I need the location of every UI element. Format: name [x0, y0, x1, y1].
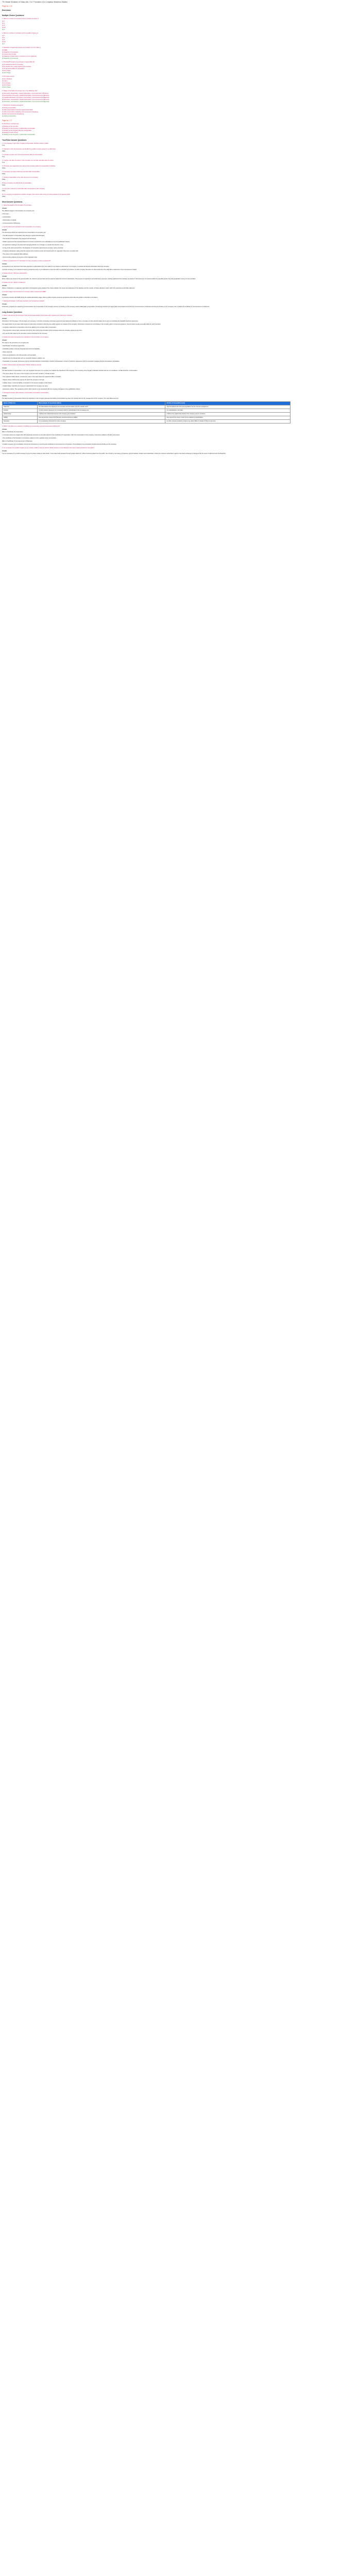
question: 4. Explain the term 'Minimum Subscription'.: [2, 273, 28, 274]
mcq-question: 8. Preliminary Contracts are:: [2, 123, 19, 125]
short-answer-list: [2, 205, 352, 308]
tf-answer: False: [2, 190, 6, 192]
mcq-option: (c) A company: [2, 82, 11, 84]
answer-paragraph: The different stages in the formation of a company are:: [2, 210, 35, 212]
mcq-answer: (d) All of these: [2, 87, 11, 88]
exercises-heading: Exercises: [2, 9, 11, 11]
answer-paragraph: • Any secret profit made by the promoters must be disclosed to the company.: [2, 333, 48, 334]
mcq-option: (b) 2: [2, 37, 5, 39]
answer-paragraph: • A public company can immediately commence its business on receiving the certificate of commencement of business. Once obtained, the provisional contracts become binding on the company.: [2, 444, 117, 445]
answer-paragraph: • The Articles of Association duly stamped and witnessed.: [2, 238, 37, 240]
table-cell: It defines the relationship between the company and outsiders.: [38, 413, 165, 416]
answer-paragraph: • Written approval of the proposed directors to function as directors and undertaking to buy the qualification shares.: [2, 241, 70, 243]
tf-answer: True: [2, 145, 5, 146]
mcq-option: (a) SEBI: [2, 49, 7, 51]
question: 1. What is the need for the promotion? Discuss the legal position of promoters with respect to the preliminary contracts.: [2, 315, 73, 316]
table-row: [3, 405, 291, 409]
tf-question: 10. If a company is registered in another company but it cannot raise money by issuing shares to the general public.: [2, 194, 71, 195]
tf-question: 7. Articles of Association is the main document of a company.: [2, 177, 39, 178]
mcq-heading: Multiple Choice Questions: [2, 14, 24, 16]
answer-paragraph: • Capital clause: Specifies the maximum capital which the company can raise.: [2, 385, 48, 387]
tf-answer: False: [2, 150, 6, 152]
answer-paragraph: A prospectus is any document that invites deposits or subscriptions from the public for any shares or debentures of a company. It contains all relevant information about the company.: [2, 266, 110, 267]
mcq-option: (d) All of these: [2, 84, 11, 86]
tf-answer: False: [2, 173, 6, 175]
answer-paragraph: The Memorandum of Association is the most important document of a company as it defines the objectives of the company. The company cannot legally undertake activities that are not contained in its Memorandum of Association.: [2, 370, 138, 371]
answer-paragraph: • The notice of the registered office address.: [2, 253, 28, 255]
mcq-question: 4. Promoter/Promoters of a company is responsible for:: [2, 61, 35, 63]
tf-answer: False: [2, 179, 6, 180]
answer-paragraph: • Appointment of professionals such as mercantile bankers, auditors, etc.: [2, 358, 45, 359]
mcq-list: [2, 18, 352, 117]
tf-answer: True: [2, 162, 5, 163]
answer-paragraph: • A statutory declaration stating that the requirements of all documents and requirements for registration have been complied with.: [2, 250, 79, 252]
table-cell: A public company limited by shares may adopt Table F instead of filing its own AoA.: [165, 420, 291, 423]
table-cell: Acts beyond the scope of the MoA are void and cannot be ratified.: [38, 416, 165, 420]
answer-paragraph: • Subscription of capital: [2, 219, 16, 221]
answer-paragraph: • Contracts made before incorporation cannot be ratified by the company after incorporation.: [2, 327, 57, 328]
mcq-item: [2, 105, 352, 117]
answer-paragraph: • The registered office clause: Contains the name of the state where the registered office is situated.: [2, 376, 61, 378]
answer-label: Answer: [2, 340, 7, 341]
mcq-option: (c) binding on the company after the incorporation: [2, 130, 32, 131]
answer-paragraph: • Objects clause: Defines the purpose for which the company is formed.: [2, 379, 45, 381]
answer-paragraph: • An agreement relating to the proposed managing director or a manager or a whole-time director, if any.: [2, 244, 64, 246]
mcq-answer: (d) Promotion, Incorporation, Capital Subscription, Commencement of Business: [2, 101, 49, 103]
table-cell: It is subordinate to the MoA.: [165, 409, 291, 413]
answer-paragraph: It is not necessary for a public company to go to the share market to raise funds. It may raise funds privately through private placement. When funds are raised from the public, the company must issue a prospectus, appoint bankers, brokers and underwriters, obtain the minimum subscription, apply to the stock exchange for listing and file the return of allotment with the Registrar.: [2, 453, 226, 454]
question: 4. Distinguish between Memorandum of Association and Articles of Association.: [2, 392, 49, 394]
question: 1. Name the stages in the formation of a company.: [2, 205, 32, 206]
mcq-option: (a) An individual: [2, 78, 12, 80]
mcq-option: (d) All of these: [2, 70, 11, 72]
answer-paragraph: • Name approval: [2, 351, 12, 353]
true-false-list: [2, 143, 352, 198]
mcq-option: (d) 20: [2, 41, 6, 43]
answer-paragraph: • Fixing up signatories to the Memorandum of Association: [2, 354, 37, 356]
table-header: Memorandum of Association (MoA): [38, 402, 165, 405]
mcq-option: (b) binding on the company, if ratified after incorporation: [2, 128, 36, 129]
table-cell: It defines the relationship between the company and its members.: [165, 413, 291, 416]
question: 3. What is a prospectus? Is it necessary for every company to issue a prospectus?: [2, 260, 51, 262]
question: 6. Is it necessary for a public company to go to share market to issue its shares? What process is to be followed in the case of raising funds from the public?: [2, 447, 94, 449]
mcq-question: 1. Minimum number of members to form a private company is:: [2, 18, 39, 20]
question: 3. What is Memorandum of Association? Briefly explain its clauses.: [2, 364, 42, 366]
mcq-option: (a) before incorporation: [2, 107, 16, 109]
table-row: [3, 409, 291, 413]
mcq-option: (a) binding on the promoter: [2, 126, 19, 127]
mcq-question: 2. Minimum number of members to form a public company is:: [2, 32, 39, 34]
answer-paragraph: • Feasibility studies: technical, financial and economic feasibility: [2, 348, 40, 350]
answer-paragraph: Return of allotment is a statement submitted to the Registrar giving details of the shares allotted, the names and addresses of the allottees and the number of shares allotted to each, within the prescribed period after allotment.: [2, 287, 135, 289]
mcq-option: (b) Registrar of Companies: [2, 52, 19, 53]
answer-paragraph: • Incorporation: [2, 216, 11, 218]
comparison-table: [2, 401, 291, 423]
answer-paragraph: Promotion is the first stage in the formation of a company. It involves conceiving a business opportunity and taking the initiative to form a company so that practical shape can be given to exploiting the available business opportunity.: [2, 320, 139, 322]
page-number: Page No: 177: [2, 120, 12, 122]
mcq-option: (a) 7: [2, 21, 5, 22]
table-cell: Objective: [3, 405, 38, 409]
mcq-answer: (b) binding on the company, if ratified after incorporation: [2, 134, 36, 135]
question: 2. Explain the steps that need to be undertaken in the promotion of a company.: [2, 336, 49, 338]
mcq-option: (d) Promotion, Incorporation, Capital Subscription, Commencement of Business: [2, 99, 49, 100]
question: 2. List the documents required for the incorporation of a company.: [2, 226, 41, 228]
tf-answer: False: [2, 167, 6, 169]
table-row: [3, 420, 291, 423]
tf-question: 8. Every company must file Articles of Association.: [2, 182, 32, 184]
document-title: TS Grewal Solutions of Class 11th, Ch-7 Formation of a Company/ Business Studies: [2, 1, 67, 3]
tf-heading: True/False Answer Questions: [2, 139, 27, 141]
table-header: Articles of Association (AoA): [165, 402, 291, 405]
mcq-option: (a) Promotion, Registration, Capital Subscription, Commencement of Business: [2, 93, 49, 94]
answer-paragraph: • Identification of business opportunity: [2, 345, 25, 347]
question: 7. Distinguish between 'preliminary contracts' and 'provisional contracts'.: [2, 300, 45, 302]
answer-paragraph: When shares are issued to the general public, the minimum amount that must be raised is called the minimum subscription. This amount is required to meet preliminary expenses, working capital and the purchase of property. If this amount is not received within the specified period, the entire application money is to be refunded.: [2, 278, 196, 280]
answer-paragraph: Preliminary contracts are signed by promoters before the incorporation of the company and are not binding on the company unless ratified after incorporation. Provisional contracts are signed after incorporation but before the commencement of business and become binding on the company once it obtains the certificate of commencement of business.: [2, 306, 210, 308]
table-cell: The AoA defines the rules and regulations for the internal management.: [165, 405, 291, 409]
mcq-option: (d) binding on both of them: [2, 132, 19, 133]
mcq-item: [2, 32, 352, 45]
long-answer-heading: Long Answer Questions: [2, 311, 22, 313]
mcq-list: [2, 123, 352, 136]
answer-paragraph: • Liability clause: Limits the liability of members to the amount unpaid on their shares.: [2, 382, 53, 384]
answer-label: Answer: [2, 367, 7, 369]
mcq-item: [2, 123, 352, 136]
mcq-answer: (a) 7: [2, 43, 5, 45]
mcq-option: (c) after incorporation but before commencement of business: [2, 111, 39, 113]
answer-paragraph: A company interacts with SEBI during the capital subscription stage, when a public company issues its prospectus and invites the public to subscribe to its shares.: [2, 297, 98, 298]
answer-paragraph: • Commencement of Business: [2, 223, 20, 224]
tf-question: 4. A person can take promotion in the promotion of a company and also take promotion.: [2, 160, 54, 161]
answer-paragraph: • A company becomes a legal entity with perpetual succession on the date printed on the Certificate of Incorporation. After the incorporation of the company, it becomes entitled to all rights and powers.: [2, 434, 120, 436]
answer-paragraph: • Promotion: [2, 213, 9, 215]
page: [0, 0, 354, 459]
answer-label: Answer: [2, 318, 7, 319]
mcq-answer: (b) 2: [2, 29, 5, 30]
answer-label: Answer: [2, 294, 7, 296]
tf-question: 2. Statement in lieu of prospectus can be filed by a public company going for a public issue.: [2, 148, 56, 150]
mcq-option: (d) Registrar of State where a company is to be registered: [2, 56, 37, 57]
answer-paragraph: Effect of Certificate of Incorporation:: [2, 431, 24, 433]
mcq-question: 6. Stages of formation of company are in the following order:: [2, 90, 38, 92]
question: 6. At which stage in the formation of a company does it interact with SEBI?: [2, 291, 46, 293]
table-cell: It is the supreme document of a company which is subordinate to the Companies Act.: [38, 409, 165, 413]
table-cell: Relationship: [3, 413, 38, 416]
answer-paragraph: A private company is not required to issue a prospectus since it is not allowed to invite the public to subscribe to its shares. A public company that does not raise funds from the public files a statement in lieu of prospectus instead.: [2, 269, 137, 270]
answer-label: Answer: [2, 303, 7, 305]
answer-label: Answer: [2, 263, 7, 265]
answer-paragraph: • Association clause: The signatories confirm their intention to be associated with the company and agree to buy qualification shares.: [2, 388, 80, 390]
question: 5. What is the effect of a company's Certificate of Incorporation and Commencement of Business?: [2, 426, 60, 427]
answer-label: Answer: [2, 395, 7, 397]
answer-label: Answer: [2, 285, 7, 286]
answer-paragraph: Effect of Certificate of Commencement of Business:: [2, 440, 33, 442]
table-header: Basis of difference: [3, 402, 38, 405]
tf-question: 6. A company can raise preliminary contracts after incorporation.: [2, 171, 40, 173]
mcq-option: (c) To do all formalities for registration: [2, 68, 25, 70]
table-row: [3, 413, 291, 416]
mcq-option: (b) Incorporation, Promotion, Capital Subscription, Commencement of Business: [2, 95, 49, 96]
mcq-item: [2, 90, 352, 103]
tf-answer: False: [2, 184, 6, 186]
mcq-question: 3. Application of approval of name of a company is to be made to:: [2, 47, 41, 48]
answer-label: Answer: [2, 208, 7, 209]
table-cell: Acts beyond the scope of AoA can be ratified by shareholders.: [165, 416, 291, 420]
answer-paragraph: The legal position of promoters with respect to preliminary contracts is that they are neither agents nor trustees of the company. Preliminary contracts are not binding on the company after it comes into existence; the promoters remain personally liable for such contracts.: [2, 324, 161, 325]
tf-answer: False: [2, 196, 6, 197]
answer-label: Answer: [2, 429, 7, 430]
mcq-answer: (d) All of these: [2, 72, 11, 74]
answer-paragraph: • Documentary evidence of payment of the registration fees.: [2, 257, 38, 258]
mcq-option: (d) 20: [2, 27, 6, 28]
mcq-option: (b) 2: [2, 23, 5, 24]
mcq-answer: (a) before incorporation: [2, 115, 16, 117]
answer-paragraph: • The Certificate of Incorporation is conclusive evidence of the regularity of the incorporation.: [2, 437, 57, 439]
mcq-question: 7. Preliminary Contracts are signed:: [2, 105, 24, 106]
tf-question: 9. A promoter continues to hold office after incorporation of the company.: [2, 188, 45, 190]
question: 5. Explain the term 'Return of Allotment'.: [2, 282, 26, 283]
long-answer-list: [2, 315, 352, 455]
answer-paragraph: • Preparation of necessary documents such as the Memorandum of Association, Articles of Association, consent of directors, agreement with the proposed managing director and statutory declaration.: [2, 361, 120, 362]
tf-question: 5. Promoters are registered in the name of the company before its incorporation is binding.: [2, 165, 56, 167]
answer-paragraph: • A copy of the letter received from the Registrar of Companies approving the company name proposed.: [2, 247, 63, 249]
mcq-option: (a) To decide the idea of a company: [2, 64, 24, 65]
table-cell: Necessity: [3, 420, 38, 423]
table-cell: Position: [3, 409, 38, 413]
page-number: Page No: 176: [2, 5, 12, 7]
mcq-option: (c) Government of India: [2, 54, 16, 55]
answer-label: Answer: [2, 276, 7, 277]
tf-question: 3. A private company can commence business after its incorporation.: [2, 154, 43, 156]
answer-paragraph: The steps in the promotion of a company are:: [2, 342, 29, 344]
mcq-item: [2, 47, 352, 60]
mcq-item: [2, 61, 352, 74]
answer-paragraph: • The Memorandum of Association duly stamped, signed and witnessed.: [2, 235, 45, 236]
mcq-answer: (b) Registrar of Companies: [2, 58, 19, 59]
mcq-option: (c) 5: [2, 39, 5, 41]
short-answer-heading: Short Answer Questions: [2, 201, 23, 203]
mcq-item: [2, 76, 352, 89]
mcq-option: (b) To decide name, share capital of the company: [2, 66, 31, 67]
mcq-item: [2, 18, 352, 31]
table-cell: The MoA defines the objectives of a company and its relation with the outside world.: [38, 405, 165, 409]
mcq-option: (a) 7: [2, 35, 5, 37]
answer-paragraph: The documents which are required for the incorporation of a company are:: [2, 232, 46, 233]
tf-answer: True: [2, 156, 5, 158]
table-row: [3, 416, 291, 420]
tf-question: 1. It is necessary to get every company incorporated, whether private or public.: [2, 143, 49, 144]
answer-paragraph: • The name clause: The name of the company must end with 'Limited' or 'Private Limited'.: [2, 373, 55, 375]
answer-paragraph: • The promoters cannot claim expenses incurred by them during the promotion of the company unless the company agrees to pay them.: [2, 330, 82, 331]
mcq-option: (b) after incorporation but before capital subscription: [2, 109, 33, 111]
table-cell: Validity: [3, 416, 38, 420]
mcq-option: (d) after commencement of business: [2, 113, 24, 115]
answer-label: Answer: [2, 450, 7, 452]
mcq-question: 5. Promoters can be:: [2, 76, 15, 77]
table-cell: It is a necessary document for every company.: [38, 420, 165, 423]
mcq-option: (c) 5: [2, 25, 5, 26]
answer-label: Answer: [2, 229, 7, 231]
mcq-option: (b) A firm: [2, 80, 8, 82]
answer-paragraph: The Memorandum of Association defines the objectives of the company whereas the Articles of Association lay down the internal rules for the management of the company. The main differences are:: [2, 398, 119, 399]
mcq-option: (c) Capital Subscription, Promotion, Incorporation, Commencement of Business: [2, 97, 49, 98]
